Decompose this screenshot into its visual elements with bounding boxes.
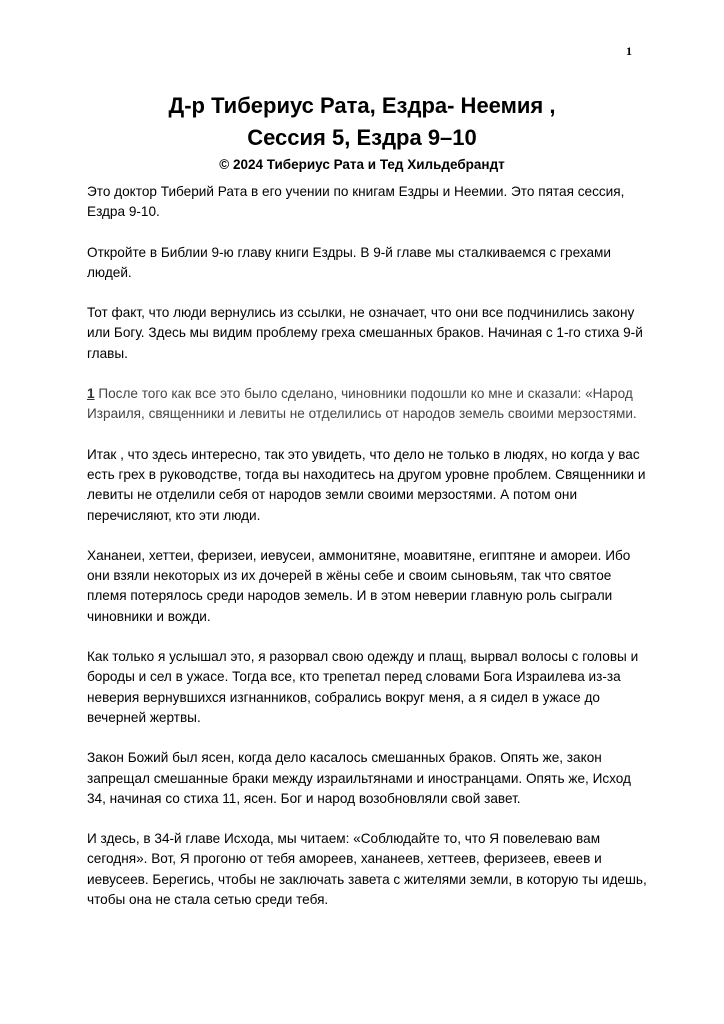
copyright-line: © 2024 Тибериус Рата и Тед Хильдебрандт (219, 157, 505, 172)
paragraph: Откройте в Библии 9-ю главу книги Ездры. В 9-й главе мы сталкиваемся с грехами людей. (87, 244, 611, 280)
paragraph: Хананеи, хеттеи, феризеи, иевусеи, аммонитяне, моавитяне, египтяне и амореи. Ибо они взяли некоторых из их дочерей в жёны себе и своим сыновьям, так что святое племя потерялось среди народов земель. И в этом неверии главную роль сыграли чиновники и вожди. (87, 547, 631, 624)
document-header (0, 92, 724, 174)
paragraph: Как только я услышал это, я разорвал свою одежду и плащ, вырвал волосы с головы и бороды и сел в ужасе. Тогда все, кто трепетал перед словами Бога Израилева из-за неверия вернувшихся изгнанников, собрались вокруг меня, а я сидел в ужасе до вечерней жертвы. (87, 649, 639, 725)
verse-number: 1 (87, 386, 95, 402)
verse-text: После того как все это было сделано, чиновники подошли ко мне и сказали: «Народ Израиля, священники и левиты не отделились от народов земель своими мерзостями. (87, 386, 637, 422)
paragraph: И здесь, в 34-й главе Исхода, мы читаем: «Соблюдайте то, что Я повелеваю вам сегодня». Вот, Я прогоню от тебя амореев, хананеев, хеттеев, феризеев, евеев и иевусеев. Берегись, чтобы не заключать завета с жителями земли, в которую ты идешь, чтобы она не стала сетью среди тебя. (87, 831, 647, 908)
document-body (87, 182, 647, 930)
document-title: Д-р Тибериус Рата, Ездра- Неемия , (168, 93, 556, 118)
document-subtitle: Сессия 5, Ездра 9–10 (247, 125, 477, 150)
paragraph: Закон Божий был ясен, когда дело касалось смешанных браков. Опять же, закон запрещал смешанные браки между израильтянами и иностранцами. Опять же, Исход 34, начиная со стиха 11, ясен. Бог и народ возобновляли свой завет. (87, 750, 631, 806)
verse-quote (87, 384, 647, 425)
paragraph: Тот факт, что люди вернулись из ссылки, не означает, что они все подчинились закону или Богу. Здесь мы видим проблему греха смешанных браков. Начиная с 1-го стиха 9-й главы. (87, 305, 643, 361)
paragraph: Это доктор Тиберий Рата в его учении по книгам Ездры и Неемии. Это пятая сессия, Ездра 9-10. (87, 184, 625, 220)
paragraph: Итак , что здесь интересно, так это увидеть, что дело не только в людях, но когда у вас есть грех в руководстве, тогда вы находитесь на другом уровне проблем. Священники и левиты не отделили себя от народов земли своими мерзостями. А потом они перечисляют, кто эти люди. (87, 446, 646, 523)
page-number: 1 (626, 44, 632, 58)
